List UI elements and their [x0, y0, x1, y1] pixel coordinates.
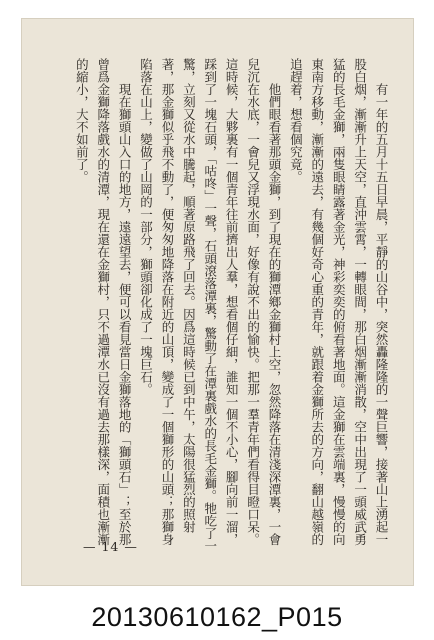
page-number: — 14 —: [83, 539, 138, 554]
image-caption: 20130610162_P015: [91, 602, 343, 632]
text-body: [32, 58, 392, 553]
book-page: [21, 18, 414, 586]
paragraph-golden-lion-appears: 有一年的五月十五日早晨，平靜的山谷中，突然轟隆隆的一聲巨響，接著山上湧起一股白烟，漸漸升上天空，直沖雲霄，一轉眼間，那白烟漸漸消散，空中出現了一頭威武勇猛的長毛金獅，兩隻眼睛露著金光，神彩奕奕的俯看著地面。這金獅在雲端裏，慢慢的向東南方移動，漸漸的遠去，有幾個好奇心重的青年，就跟着金獅所去的方向，翻山越嶺的追趕着，想看個究竟。: [288, 58, 389, 546]
paragraph-lion-lands-in-pool: 他們眼看著那頭金獅，到了現在的獅潭鄉金獅村上空，忽然降落在清淺深潭裏，一會兒沉在水底，一會兒又浮現水面，好像有說不出的愉快。把那一羣青年們看得目瞪口呆。這時候，大夥裏有一個青年往前擠出人羣，想看個仔細，誰知一個不小心，腳向前一溜，踩到了一塊石頭，「咕咚」一聲，石頭滾落潭裏，驚動了在潭裏戲水的長毛金獅。牠吃了一驚，立刻又從水中騰起，順著原路飛了回去。因爲這時候已到中午，太陽很猛烈的照射著，那金獅似乎飛不動了，便匆匆地降落在附近的山頂，變成了一個獅形的山頭；那獅身陷落在山上，變做了山岡的一部分，獅頭卻化成了一塊巨石。: [138, 58, 282, 552]
paragraph-lion-head-stone: 現在獅頭山入口的地方，遠遠望去，便可以看見當日金獅落地的「獅頭石」；至於那曾爲金獅降落戲水的清潭，現在還在金獅村，只不過潭水已沒有過去那樣深，面積也漸漸的縮小，大不如前了。: [74, 58, 133, 546]
